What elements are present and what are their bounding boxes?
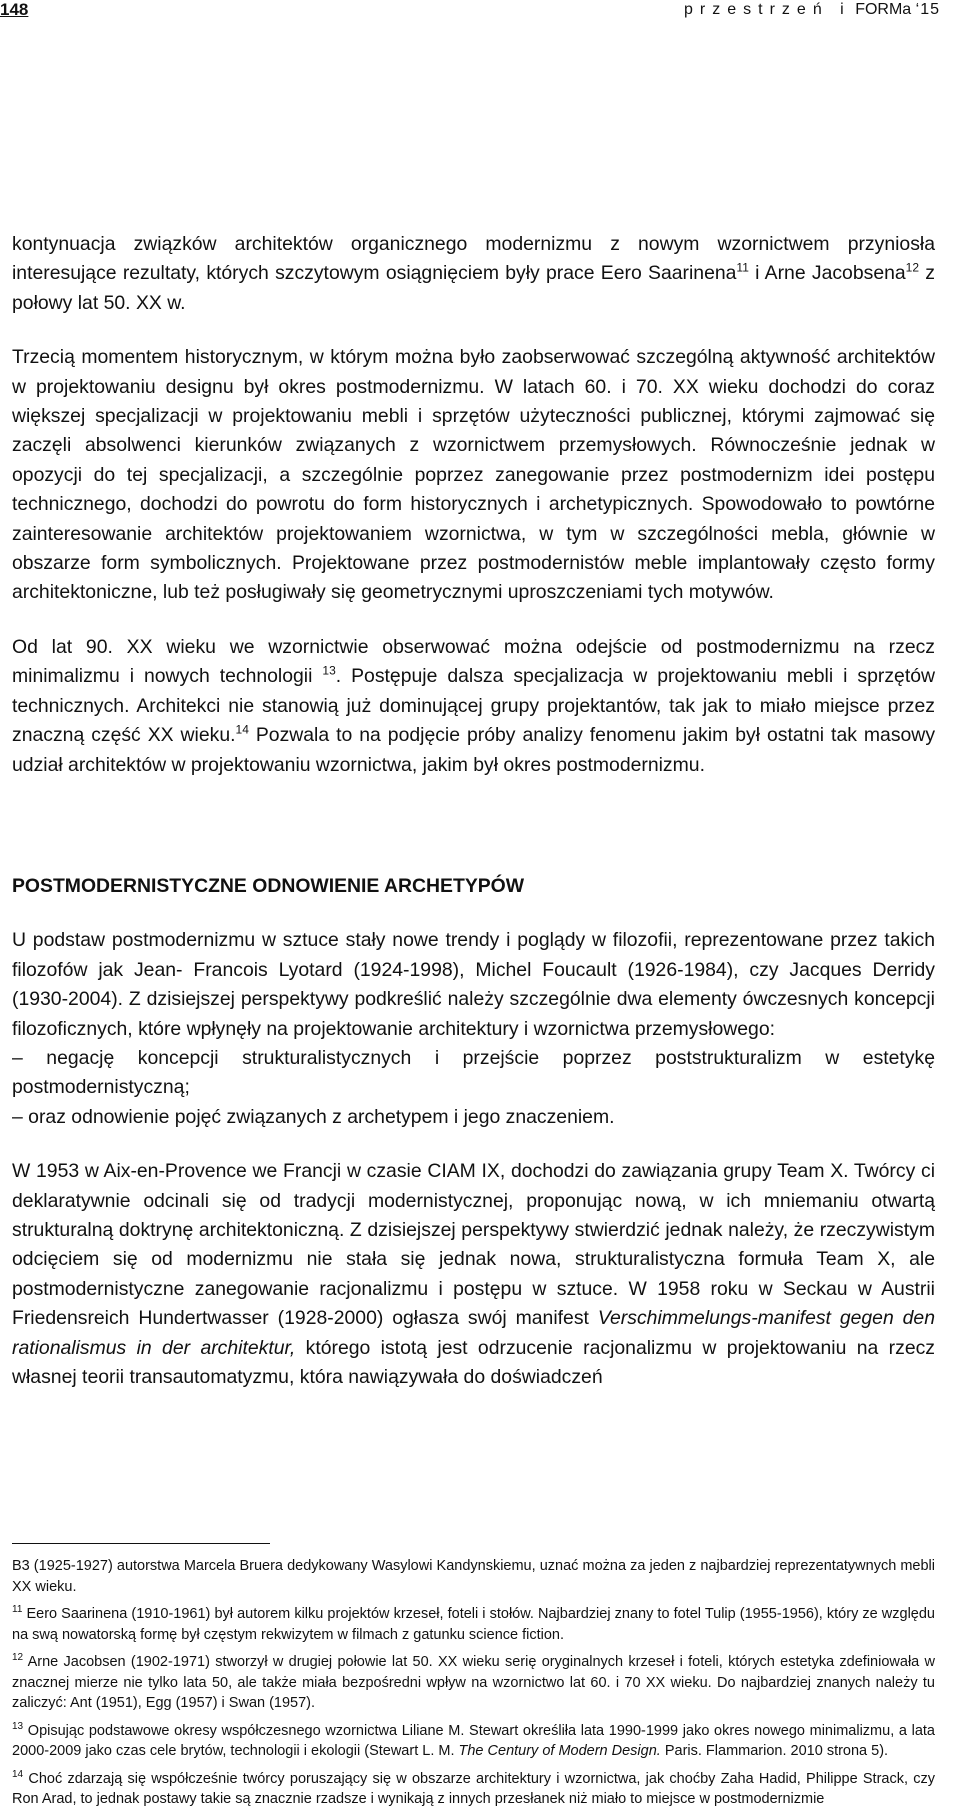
footnote-12 (12, 1652, 935, 1714)
journal-year: ‘15 (915, 1, 940, 18)
section-heading: POSTMODERNISTYCZNE ODNOWIENIE ARCHETYPÓW (12, 874, 525, 897)
paragraph-3-text-b: . Postępuje dalsza specjalizacja w projektowaniu mebli i sprzętów technicznych. Architekci nie stanowią już dominującej grupy projektantów, tak jak to miało miejsce przez znaczną część XX wieku. (12, 665, 935, 747)
footnote-13-text-b: Paris. Flammarion. 2010 strona 5). (660, 1743, 889, 1759)
footnote-13-text-a: Opisując podstawowe okresy współczesnego wzornictwa Liliane M. Stewart określiła lata 1990-1999 jako okres nowego minimalizmu, a lata 2000-2009 jako czas cele brytów, technologii i ekologii (Stewart L. M. (12, 1722, 935, 1759)
journal-title-forma: FORMa (855, 1, 912, 18)
footnote-ref-12: 12 (905, 260, 920, 275)
paragraph-1-text-a: kontynuacja związków architektów organicznego modernizmu z nowym wzornictwem przyniosła interesujące rezultaty, których szczytowym osiągnięciem były prace Eero Saarinena (12, 233, 935, 285)
footnote-12-number: 12 (12, 1652, 24, 1664)
paragraph-3-text-a: Od lat 90. XX wieku we wzornictwie obserwować można odejście od postmodernizmu na rzecz minimalizmu i nowych technologii (12, 635, 935, 688)
footnote-14 (12, 1769, 935, 1810)
page-number: 148 (0, 0, 29, 19)
footnote-11-text: Eero Saarinena (1910-1961) był autorem kilku projektów krzeseł, foteli i stołów. Najbardziej znany to fotel Tulip (1955-1956), który ze względu na swą nowatorską formę był częstym rekwizytem w filmach z gatunku science fiction. (12, 1606, 935, 1643)
footnote-ref-14: 14 (235, 722, 249, 737)
paragraph-2: Trzecią momentem historycznym, w którym można było zaobserwować szczególną aktywność architektów w projektowaniu designu był okres postmodernizmu. W latach 60. i 70. XX wieku dochodzi do coraz większej specjalizacji w projektowaniu mebli i sprzętów użyteczności publicznej, którymi zajmować się zaczęli absolwenci kierunków związanych z wzornictwem przemysłowych. Równocześnie jednak w opozycji do tej specjalizacji, a szczególnie poprzez zanegowanie przez postmodernizm idei postępu technicznego, dochodzi do powrotu do form historycznych i archetypicznych. Spowodowało to powtórne zainteresowanie architektów projektowaniem wzornictwa, w tym w szczególności mebla, głównie w obszarze form symbolicznych. Projektowane przez postmodernistów meble implantowały często formy architektoniczne, lub też posługiwały się geometrycznymi uproszczeniami tych motywów. (12, 346, 935, 604)
footnote-ref-13: 13 (322, 663, 336, 678)
paragraph-5-text-b: którego istotą jest odrzucenie racjonalizmu w projektowaniu na rzecz własnej teorii transautomatyzmu, która nawiązywała do doświadczeń (12, 1336, 935, 1388)
paragraph-1-text-c: z połowy lat 50. XX w. (12, 262, 935, 314)
journal-title-spaced: przestrzeń i (684, 1, 851, 18)
footnote-11-number: 11 (12, 1604, 23, 1616)
manifest-title: Verschimmelungs-manifest gegen den rationalismus in der architektur, (12, 1307, 935, 1359)
footnote-14-number: 14 (12, 1768, 24, 1780)
footnotes (12, 1556, 935, 1817)
paragraph-5-text-a: W 1953 w Aix-en-Provence we Francji w czasie CIAM IX, dochodzi do zawiązania grupy Team X. Twórcy ci deklaratywnie odcinali się od tradycji modernistycznej, proponując nową, w ich mniemaniu otwartą strukturalną doktrynę architektoniczną. Z dzisiejszej perspektywy stwierdzić jednak należy, że rzeczywistym odcięciem się od modernizmu nie stała się jednak nowa, strukturalistyczna formuła Team X, ale postmodernistyczne zanegowanie racjonalizmu i postępu w sztuce. W 1958 roku w Seckau w Austrii Friedensreich Hundertwasser (1928-2000) ogłasza swój manifest (12, 1160, 935, 1330)
footnote-continued: B3 (1925-1927) autorstwa Marcela Bruera dedykowany Wasylowi Kandynskiemu, uznać można za jeden z najbardziej reprezentatywnych mebli XX wieku. (12, 1558, 935, 1595)
paragraph-3 (12, 633, 935, 780)
dash-item-2: – oraz odnowienie pojęć związanych z archetypem i jego znaczeniem. (12, 1105, 615, 1128)
footnote-13 (12, 1721, 935, 1762)
footnote-divider (12, 1543, 270, 1544)
paragraph-1-text-b: i Arne Jacobsena (748, 262, 906, 285)
footnote-13-number: 13 (12, 1720, 24, 1732)
footnote-ref-11: 11 (736, 260, 749, 275)
page-header (0, 0, 960, 26)
footnote-11 (12, 1604, 935, 1645)
footnote-12-text: Arne Jacobsen (1902-1971) stworzył w drugiej połowie lat 50. XX wieku serię oryginalnych krzeseł i foteli, których estetyka zdefiniowała w znacznej mierze nie tylko lata 50, ale także miała bezpośredni wpływ na wzornictwo lat 60. i 70 XX wieku. Do najbardziej znanych należy tu zaliczyć: Ant (1951), Egg (1957) i Swan (1957). (12, 1654, 935, 1711)
article-body (12, 230, 935, 1392)
paragraph-1 (12, 230, 935, 318)
footnote-13-book-title: The Century of Modern Design. (458, 1743, 661, 1759)
journal-title (684, 0, 940, 20)
paragraph-5 (12, 1157, 935, 1392)
footnote-14-text: Choć zdarzają się współcześnie twórcy poruszający się w obszarze architektury i wzornictwa, jak choćby Zaha Hadid, Philippe Strack, czy Ron Arad, to jednak postawy takie są znacznie rzadsze i wynikają z innych przesłanek niż miało to miejsce w postmodernizmie (12, 1770, 935, 1807)
paragraph-3-text-c: Pozwala to na podjęcie próby analizy fenomenu jakim był ostatni tak masowy udział architektów w projektowaniu wzornictwa, jakim był okres postmodernizmu. (12, 724, 936, 776)
dash-item-1: – negację koncepcji strukturalistycznych i przejście poprzez poststrukturalizm w estetykę postmodernistyczną; (12, 1046, 935, 1099)
paragraph-4: U podstaw postmodernizmu w sztuce stały nowe trendy i poglądy w filozofii, reprezentowane przez takich filozofów jak Jean- Francois Lyotard (1924-1998), Michel Foucault (1926-1984), czy Jacques Derridy (1930-2004). Z dzisiejszej perspektywy podkreślić należy szczególnie dwa elementy ówczesnych koncepcji filozoficznych, które wpłynęły na projektowanie architektury i wzornictwa przemysłowego: (12, 929, 935, 1040)
